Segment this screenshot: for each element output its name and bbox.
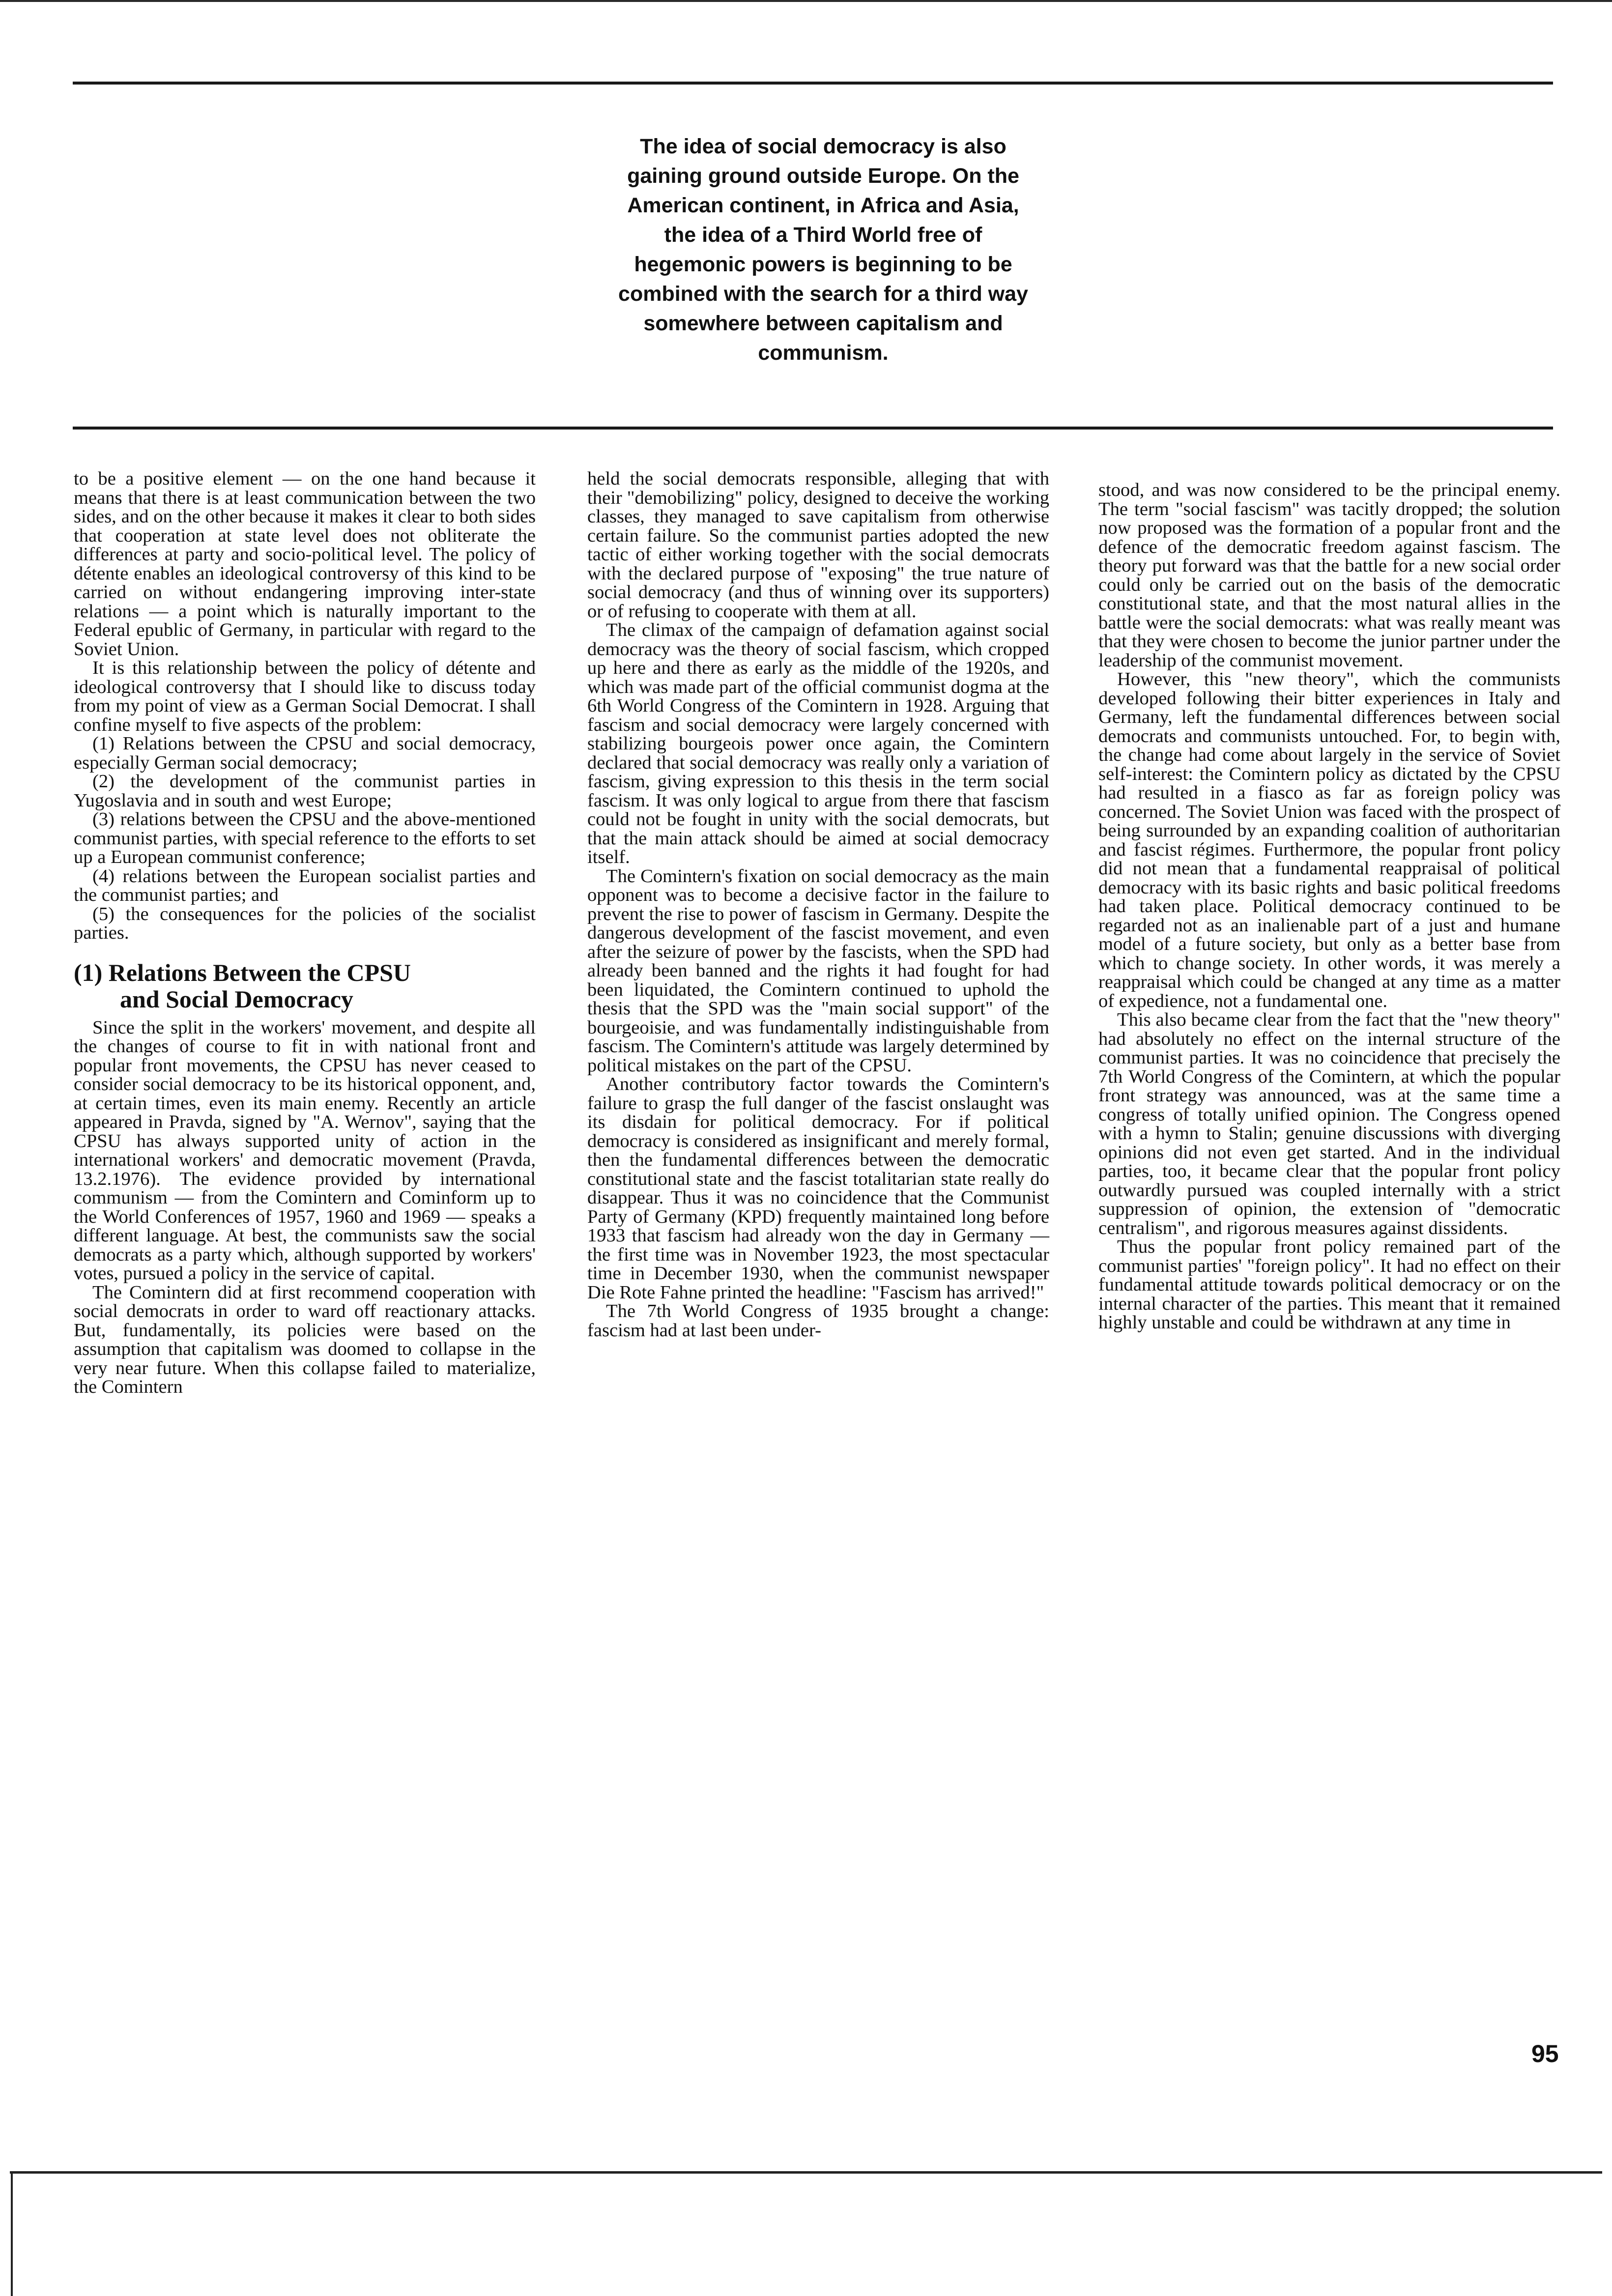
pull-quote-line: somewhere between capitalism and [643, 312, 1003, 335]
pull-quote-line: gaining ground outside Europe. On the [627, 164, 1019, 188]
list-item: (5) the consequences for the policies of the socialist parties. [74, 903, 536, 943]
paragraph: The climax of the campaign of defamation against social democracy was the theory of social fascism, which cropped up here and there as early as the middle of the 1920s, and which was made part of the official communist dogma at the 6th World Congress of the Comintern in 1928. Arguing that fascism and social democracy were largely concerned with stabilizing bourgeois power once again, the Comintern declared that social democracy was really only a variation of fascism, giving expression to this thesis in the term social fascism. It was only logical to argue from there that fascism could not be fought in unity with the social democrats, but that the main attack should be aimed at social democracy itself. [587, 620, 1049, 867]
list-item: (1) Relations between the CPSU and social democracy, especially German social democracy; [74, 733, 536, 773]
pull-quote-line: the idea of a Third World free of [664, 223, 982, 247]
page-number: 95 [1531, 2040, 1559, 2067]
paragraph: Another contributory factor towards the Comintern's failure to grasp the full danger of the fascist onslaught was its disdain for political democracy. For if political democracy is considered as insignificant and merely formal, then the fundamental differences between the democratic constitutional state and the fascist totalitarian state really do disappear. Thus it was no coincidence that the Communist Party of Germany (KPD) frequently maintained long before 1933 that fascism had already won the day in Germany — the first time was in November 1923, the most spectacular time in December 1930, when the communist newspaper Die Rote Fahne printed the headline: "Fascism has arrived!" [587, 1074, 1049, 1303]
pull-quote [565, 132, 1081, 368]
list-item: (3) relations between the CPSU and the above-mentioned communist parties, with special reference to the efforts to set up a European communist conference; [74, 809, 536, 867]
list-item: (2) the development of the communist parties in Yugoslavia and in south and west Europe; [74, 771, 536, 811]
paragraph: held the social democrats responsible, alleging that with their "demobilizing" policy, designed to deceive the working classes, they managed to save capitalism from otherwise certain failure. So the communist parties adopted the new tactic of either working together with the social democrats with the declared purpose of "exposing" the true nature of social democracy (and thus of winning over its supporters) or of refusing to cooperate with them at all. [587, 468, 1049, 622]
text-column-2 [587, 469, 1049, 1340]
list-item: (4) relations between the European socialist parties and the communist parties; and [74, 865, 536, 905]
pull-quote-line: hegemonic powers is beginning to be [634, 253, 1012, 276]
paragraph: It is this relationship between the policy of détente and ideological controversy that I should like to discuss today from my point of view as a German Social Democrat. I shall confine myself to five aspects of the problem: [74, 658, 536, 735]
section-heading-line-1: (1) Relations Between the CPSU [74, 958, 411, 986]
pull-quote-bottom-rule [73, 427, 1553, 430]
section-heading-line-2: and Social Democracy [120, 985, 353, 1013]
paragraph: This also became clear from the fact that the "new theory" had absolutely no effect on the internal structure of the communist parties. It was no coincidence that precisely the 7th World Congress of the Comintern, at which the popular front strategy was announced, was at the same time a congress of totally unified opinion. The Congress opened with a hymn to Stalin; genuine discussions with diverging opinions did not even get started. And in the individual parties, too, it became clear that the popular front policy outwardly pursued was coupled internally with a strict suppression of opinion, the extension of "democratic centralism", and rigorous measures against dissidents. [1098, 1009, 1560, 1238]
paragraph: stood, and was now considered to be the principal enemy. The term "social fascism" was tacitly dropped; the solution now proposed was the formation of a popular front and the defence of the democratic freedom against fascism. The theory put forward was that the battle for a new social order could only be carried out on the basis of the democratic constitutional state, and that the most natural allies in the battle were the social democrats: what was really meant was that they were chosen to become the junior partner under the leadership of the communist movement. [1098, 480, 1560, 671]
paragraph: The 7th World Congress of 1935 brought a change: fascism had at last been under- [587, 1301, 1049, 1341]
bottom-rule [10, 2171, 1602, 2174]
paragraph: Since the split in the workers' movement, and despite all the changes of course to fit in with national front and popular front movements, the CPSU has never ceased to consider social democracy to be its historical opponent, and, at certain times, even its main enemy. Recently an article appeared in Pravda, signed by "A. Wernov", saying that the CPSU has always supported unity of action in the international workers' and democratic movement (Pravda, 13.2.1976). The evidence provided by international communism — from the Comintern and Cominform up to the World Conferences of 1957, 1960 and 1969 — speaks a different language. At best, the communists saw the social democrats as a party which, although supported by workers' votes, pursued a policy in the service of capital. [74, 1017, 536, 1284]
left-edge-rule [11, 2171, 13, 2296]
paragraph: Thus the popular front policy remained part of the communist parties' "foreign policy". It had no effect on their fundamental attitude towards political democracy or on the internal character of the parties. This meant that it remained highly unstable and could be withdrawn at any time in [1098, 1236, 1560, 1333]
text-column-3 [1098, 481, 1560, 1332]
top-edge-rule [0, 0, 1612, 2]
pull-quote-line: combined with the search for a third way [618, 282, 1028, 306]
text-column-1 [74, 469, 536, 1397]
pull-quote-line: The idea of social democracy is also [640, 135, 1007, 158]
section-heading [74, 959, 536, 1012]
paragraph: The Comintern's fixation on social democracy as the main opponent was to become a decisive factor in the failure to prevent the rise to power of fascism in Germany. Despite the dangerous development of the fascist movement, and even after the seizure of power by the fascists, when the SPD had already been banned and the rights it had fought for had been liquidated, the Comintern continued to uphold the thesis that the SPD was the "main social support" of the bourgeoisie, and was fundamentally indistinguishable from fascism. The Comintern's attitude was largely determined by political mistakes on the part of the CPSU. [587, 865, 1049, 1076]
pull-quote-line: communism. [758, 341, 889, 365]
pull-quote-top-rule [73, 82, 1553, 85]
paragraph: to be a positive element — on the one hand because it means that there is at least communication between the two sides, and on the other because it makes it clear to both sides that cooperation at state level does not obliterate the differences at party and socio-political level. The policy of détente enables an ideological controversy of this kind to be carried on without endangering improving inter-state relations — a point which is naturally important to the Federal epublic of Germany, in particular with regard to the Soviet Union. [74, 468, 536, 660]
paragraph: However, this "new theory", which the communists developed following their bitter experiences in Italy and Germany, left the fundamental differences between social democrats and communists untouched. For, to begin with, the change had come about largely in the service of Soviet self-interest: the Comintern policy as dictated by the CPSU had resulted in a fiasco as far as foreign policy was concerned. The Soviet Union was faced with the prospect of being surrounded by an expanding coalition of authoritarian and fascist régimes. Furthermore, the popular front policy did not mean that a fundamental reappraisal of political democracy with its basic rights and basic political freedoms had taken place. Political democracy continued to be regarded not as an inalienable part of a just and humane model of a future society, but only as a better base from which to change society. In other words, it was merely a reappraisal which could be changed at any time as a matter of expedience, not a fundamental one. [1098, 669, 1560, 1011]
pull-quote-line: American continent, in Africa and Asia, [627, 194, 1019, 217]
paragraph: The Comintern did at first recommend cooperation with social democrats in order to ward off reactionary attacks. But, fundamentally, its policies were based on the assumption that capitalism was doomed to collapse in the very near future. When this collapse failed to materialize, the Comintern [74, 1282, 536, 1397]
